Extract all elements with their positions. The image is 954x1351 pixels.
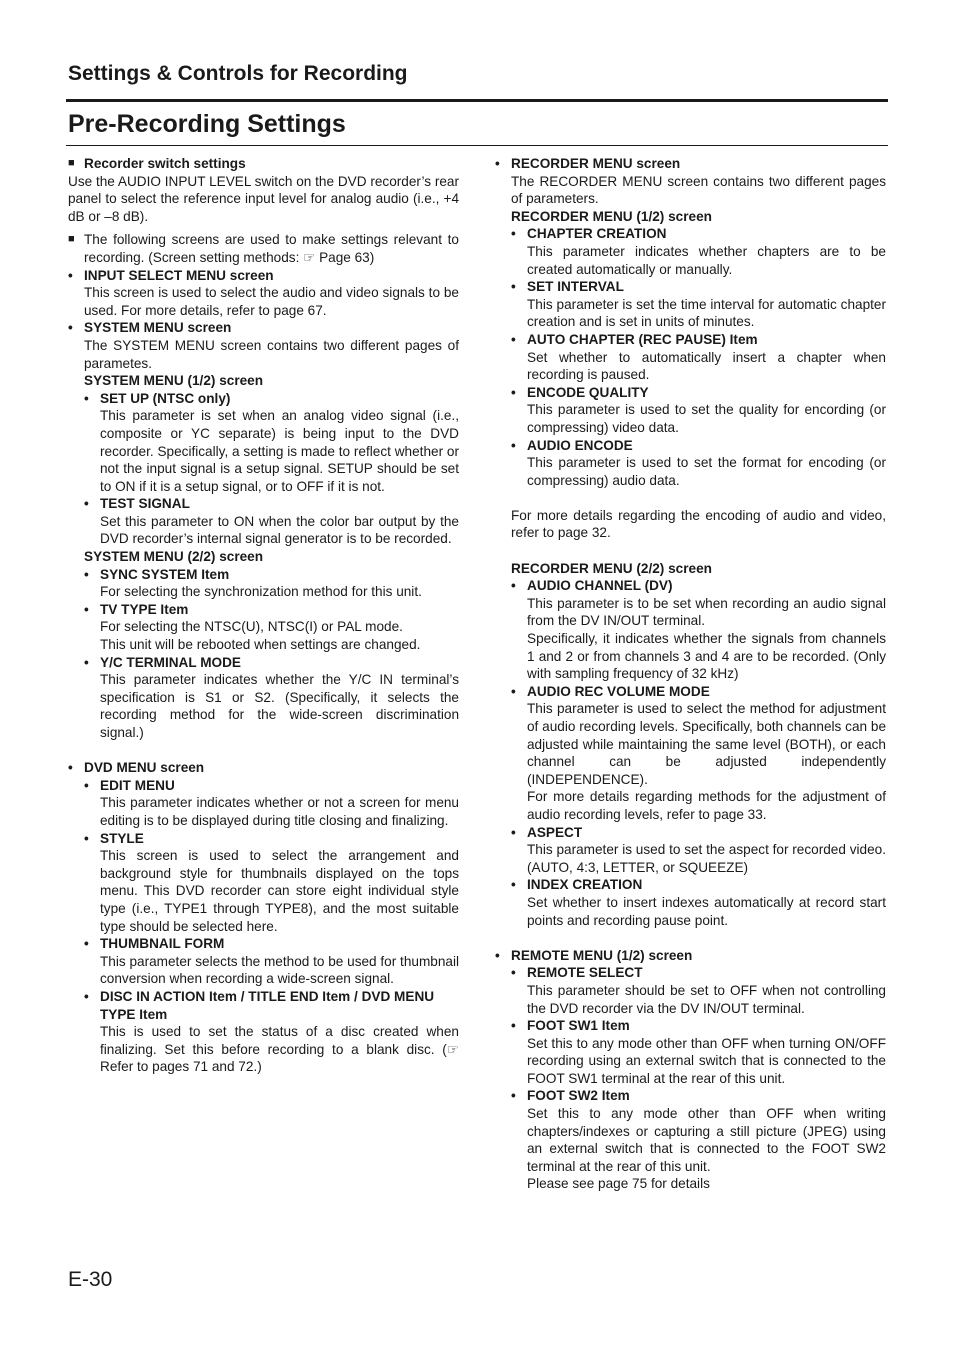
test-signal-text: Set this parameter to ON when the color bar output by the DVD recorder’s internal signal generator is to be recorded.	[100, 513, 459, 547]
bullet-icon: •	[495, 947, 500, 963]
bullet-icon: •	[511, 578, 516, 594]
yc-heading: Y/C TERMINAL MODE	[100, 654, 241, 670]
bullet-icon: •	[84, 601, 89, 617]
sync-heading: SYNC SYSTEM Item	[100, 566, 230, 582]
auto-chapter-text: Set whether to automatically insert a chapter when recording is paused.	[527, 349, 886, 383]
right-column	[495, 155, 886, 1193]
remote-select-text: This parameter should be set to OFF when not controlling the DVD recorder via the DV IN/OUT terminal.	[527, 982, 886, 1016]
aspect-heading: ASPECT	[527, 824, 583, 840]
bullet-icon: •	[511, 437, 516, 453]
recorder-menu-2-heading: RECORDER MENU (2/2) screen	[511, 560, 712, 576]
square-bullet-icon: ■	[68, 233, 75, 246]
edit-menu-heading: EDIT MENU	[100, 777, 175, 793]
index-text: Set whether to insert indexes automatically at record start points and recording pause point.	[527, 894, 886, 928]
bullet-icon: •	[495, 156, 500, 171]
encode-quality-item	[495, 384, 886, 402]
foot-sw2-item	[495, 1087, 886, 1105]
foot-sw2-heading: FOOT SW2 Item	[527, 1088, 630, 1104]
test-signal-item	[68, 495, 459, 513]
yc-text: This parameter indicates whether the Y/C IN terminal’s specification is S1 or S2. (Specifically, it selects the recording method for the wide-screen discrimination signal.)	[100, 672, 459, 740]
interval-heading: SET INTERVAL	[527, 279, 624, 295]
left-column	[68, 155, 459, 1076]
sync-text: For selecting the synchronization method for this unit.	[100, 584, 422, 600]
interval-text: This parameter is set the time interval for automatic chapter creation and is set in units of minutes.	[527, 296, 886, 330]
bullet-icon: •	[84, 830, 89, 846]
recorder-switch-text: Use the AUDIO INPUT LEVEL switch on the DVD recorder’s rear panel to select the reference input level for analog audio (i.e., +4 dB or –8 dB).	[68, 173, 459, 224]
bullet-icon: •	[511, 877, 516, 893]
foot-sw2-text-2: Please see page 75 for details	[527, 1176, 710, 1192]
screens-intro-item	[68, 231, 459, 266]
foot-sw1-text: Set this to any mode other than OFF when turning ON/OFF recording using an external switch that is connected to the FOOT SW1 terminal at the rear of this unit.	[527, 1035, 886, 1086]
audio-channel-text-1: This parameter is to be set when recording an audio signal from the DV IN/OUT terminal.	[527, 595, 886, 629]
bullet-icon: •	[84, 936, 89, 952]
bullet-icon: •	[84, 654, 89, 670]
audio-volume-text-1: This parameter is used to select the method for adjustment of audio recording levels. Specifically, both channels can be adjusted while maintaining the same level (BOTH), or each channel can be adjusted independently (INDEPENDENCE).	[527, 701, 886, 787]
thumbnail-heading: THUMBNAIL FORM	[100, 936, 225, 952]
bullet-icon: •	[511, 1088, 516, 1104]
remote-select-item	[495, 964, 886, 982]
chapter-heading: CHAPTER CREATION	[527, 226, 667, 242]
foot-sw1-item	[495, 1017, 886, 1035]
setup-heading: SET UP (NTSC only)	[100, 390, 231, 406]
style-heading: STYLE	[100, 830, 144, 846]
audio-channel-text-2: Specifically, it indicates whether the signals from channels 1 and 2 or from channels 3 and 4 are to be recorded. (Only with sampling frequency of 32 kHz)	[527, 631, 886, 682]
system-menu-2-heading: SYSTEM MENU (2/2) screen	[84, 549, 264, 565]
bullet-icon: •	[511, 683, 516, 699]
thumbnail-text: This parameter selects the method to be used for thumbnail conversion when recording a wide-screen signal.	[100, 953, 459, 987]
title-rule	[66, 145, 888, 146]
audio-channel-item	[495, 577, 886, 595]
recorder-switch-item	[68, 155, 459, 173]
tvtype-heading: TV TYPE Item	[100, 601, 189, 617]
dvd-menu-heading: DVD MENU screen	[84, 760, 205, 776]
recorder-menu-item	[495, 155, 886, 173]
recorder-menu-heading: RECORDER MENU screen	[511, 156, 681, 171]
chapter-item	[495, 225, 886, 243]
style-item	[68, 830, 459, 848]
dvd-menu-item	[68, 759, 459, 777]
audio-encode-text: This parameter is used to set the format for encoding (or compressing) audio data.	[527, 455, 886, 488]
aspect-text: This parameter is used to set the aspect for recorded video. (AUTO, 4:3, LETTER, or SQUEEZE)	[527, 842, 886, 875]
bullet-icon: •	[84, 566, 89, 582]
thumbnail-item	[68, 935, 459, 953]
tvtype-text-2: This unit will be rebooted when settings are changed.	[100, 637, 421, 653]
setup-item	[68, 390, 459, 408]
system-menu-heading: SYSTEM MENU screen	[84, 320, 232, 336]
disc-heading: DISC IN ACTION Item / TITLE END Item / DVD MENU TYPE Item	[100, 988, 435, 1022]
bullet-icon: •	[511, 384, 516, 400]
setup-text: This parameter is set when an analog video signal (i.e., composite or YC separate) is being input to the DVD recorder. Specifically, a setting is made to reflect whether or not the input signal is a setup signal. SETUP should be set to ON if it is a setup signal, or to OFF if it is not.	[100, 408, 459, 494]
index-item	[495, 876, 886, 894]
foot-sw2-text-1: Set this to any mode other than OFF when writing chapters/indexes or capturing a still picture (JPEG) using an external switch that is connected to the FOOT SW2 terminal at the rear of this unit.	[527, 1106, 886, 1174]
audio-volume-heading: AUDIO REC VOLUME MODE	[527, 683, 710, 699]
bullet-icon: •	[511, 965, 516, 981]
page-title: Pre-Recording Settings	[68, 110, 346, 138]
input-select-item	[68, 267, 459, 285]
page-number: E-30	[68, 1268, 113, 1291]
remote-menu-heading: REMOTE MENU (1/2) screen	[511, 947, 693, 963]
bullet-icon: •	[68, 320, 73, 336]
bullet-icon: •	[511, 279, 516, 295]
section-title: Settings & Controls for Recording	[68, 62, 408, 85]
input-select-text: This screen is used to select the audio and video signals to be used. For more details, refer to page 67.	[84, 285, 459, 318]
audio-channel-heading: AUDIO CHANNEL (DV)	[527, 578, 673, 594]
auto-chapter-heading: AUTO CHAPTER (REC PAUSE) Item	[527, 331, 758, 347]
bullet-icon: •	[511, 824, 516, 840]
bullet-icon: •	[511, 1018, 516, 1034]
aspect-item	[495, 824, 886, 842]
bullet-icon: •	[68, 760, 73, 776]
recorder-menu-text: The RECORDER MENU screen contains two different pages of parameters.	[511, 173, 886, 207]
foot-sw1-heading: FOOT SW1 Item	[527, 1018, 630, 1034]
audio-encode-heading: AUDIO ENCODE	[527, 437, 633, 453]
encode-quality-text: This parameter is used to set the quality for encording (or compressing) video data.	[527, 402, 886, 435]
screens-intro-text: The following screens are used to make settings relevant to recording. (Screen setting methods: ☞ Page 63)	[84, 232, 459, 265]
bullet-icon: •	[84, 496, 89, 512]
system-menu-item	[68, 319, 459, 337]
encoding-details-text: For more details regarding the encoding of audio and video, refer to page 32.	[511, 507, 886, 541]
yc-item	[68, 654, 459, 672]
remote-select-heading: REMOTE SELECT	[527, 965, 643, 981]
remote-menu-item	[495, 947, 886, 965]
audio-encode-item	[495, 437, 886, 455]
system-menu-1-heading: SYSTEM MENU (1/2) screen	[84, 373, 264, 389]
auto-chapter-item	[495, 331, 886, 349]
bullet-icon: •	[84, 988, 89, 1004]
audio-volume-text-2: For more details regarding methods for the adjustment of audio recording levels, refer to page 33.	[527, 789, 886, 822]
input-select-heading: INPUT SELECT MENU screen	[84, 267, 274, 283]
chapter-text: This parameter indicates whether chapters are to be created automatically or manually.	[527, 243, 886, 277]
tvtype-text-1: For selecting the NTSC(U), NTSC(I) or PAL mode.	[100, 619, 403, 635]
disc-text: This is used to set the status of a disc created when finalizing. Set this before recording to a blank disc. (☞ Refer to pages 71 and 72.)	[100, 1024, 459, 1075]
recorder-switch-heading: Recorder switch settings	[84, 156, 246, 171]
bullet-icon: •	[68, 267, 73, 283]
recorder-menu-1-heading: RECORDER MENU (1/2) screen	[511, 208, 712, 224]
bullet-icon: •	[511, 331, 516, 347]
style-text: This screen is used to select the arrangement and background style for thumbnails displayed on the tops menu. This DVD recorder can store eight individual style type (i.e., TYPE1 through TYPE8), and the most suitable type should be selected here.	[100, 848, 459, 934]
bullet-icon: •	[511, 226, 516, 242]
edit-menu-item	[68, 777, 459, 795]
system-menu-text: The SYSTEM MENU screen contains two different pages of parametes.	[84, 337, 459, 371]
edit-menu-text: This parameter indicates whether or not a screen for menu editing is to be displayed during title closing and finalizing.	[100, 795, 459, 828]
tvtype-item	[68, 601, 459, 619]
index-heading: INDEX CREATION	[527, 877, 643, 893]
bullet-icon: •	[84, 390, 89, 406]
bullet-icon: •	[84, 777, 89, 793]
encode-quality-heading: ENCODE QUALITY	[527, 384, 649, 400]
square-bullet-icon: ■	[68, 157, 75, 169]
test-signal-heading: TEST SIGNAL	[100, 496, 190, 512]
disc-item	[68, 988, 459, 1023]
header-rule	[66, 99, 888, 102]
audio-volume-item	[495, 683, 886, 701]
sync-item	[68, 566, 459, 584]
interval-item	[495, 278, 886, 296]
